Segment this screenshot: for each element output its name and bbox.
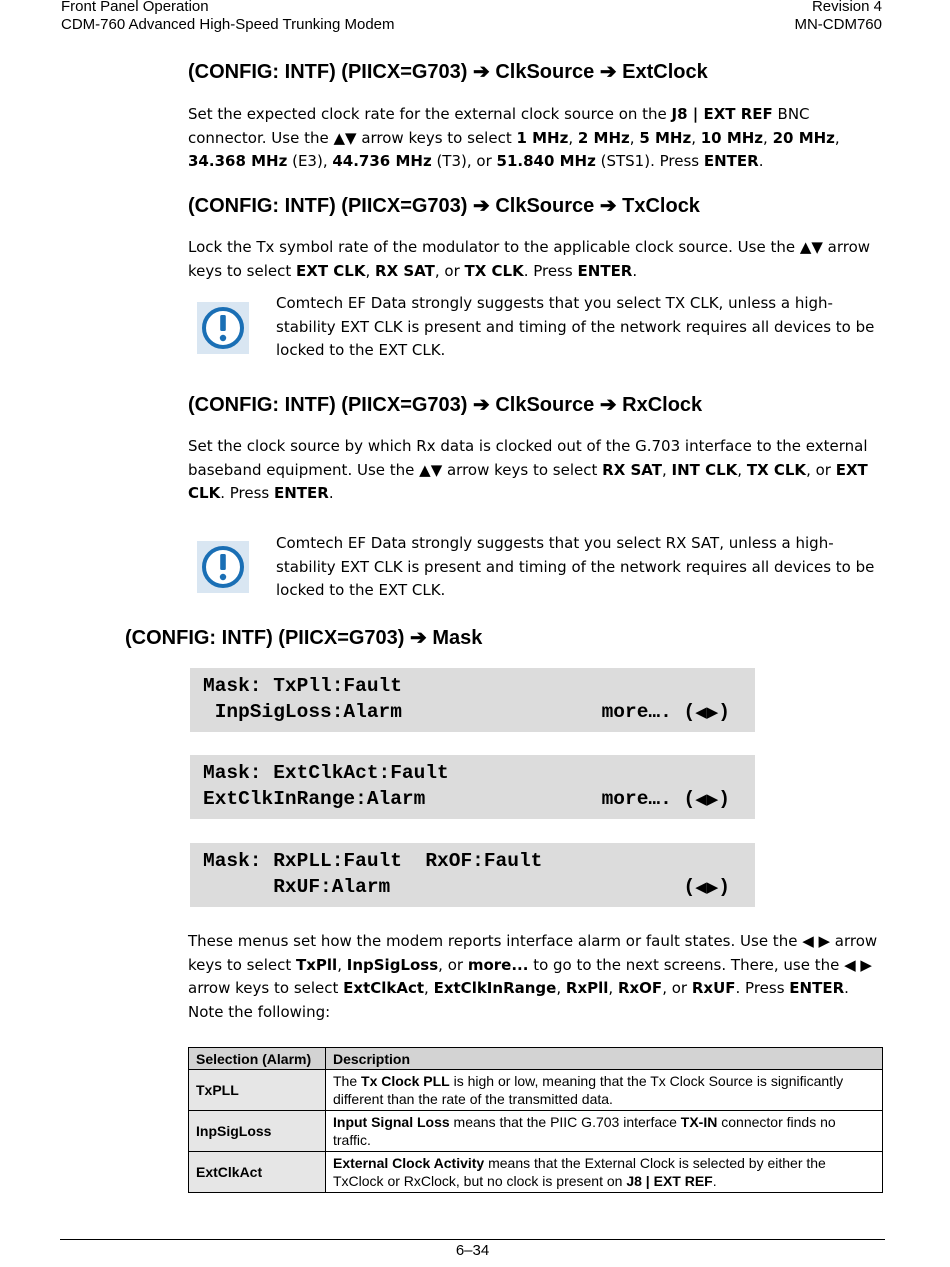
paragraph-mask: These menus set how the modem reports interface alarm or fault states. Use the ◀ ▶ arrow keys to select TxPll, InpSigLoss, or more... to go to the next screens. There, use the ◀ ▶ arrow keys to select ExtClkAct, ExtClkInRange, RxPll, RxOF, or RxUF. Press ENTER. Note the following:	[188, 932, 878, 1021]
description-cell: Input Signal Loss means that the PIIC G.703 interface TX-IN connector finds no traffic.	[326, 1111, 883, 1152]
left-right-arrows-icon: ◀▶	[695, 878, 719, 896]
paragraph-extclock: Set the expected clock rate for the external clock source on the J8 | EXT REF BNC connector. Use the ▲▼ arrow keys to select 1 MHz, 2 MHz, 5 MHz, 10 MHz, 20 MHz, 34.368 MHz (E3), 44.736 MHz (T3), or 51.840 MHz (STS1). Press ENTER.	[188, 105, 840, 170]
note-rxclock: Comtech EF Data strongly suggests that you select RX SAT, unless a high-stability EXT CLK is present and timing of the network requires all devices to be locked to the EXT CLK.	[276, 534, 875, 599]
important-icon	[197, 302, 249, 354]
lcd-line: Mask: ExtClkAct:Fault	[203, 762, 449, 784]
lcd-line: Mask: TxPll:Fault	[203, 675, 402, 697]
table-row	[189, 1070, 883, 1111]
left-right-arrows-icon: ◀▶	[695, 790, 719, 808]
important-icon	[197, 541, 249, 593]
lcd-line: Mask: RxPLL:Fault RxOF:Fault	[203, 850, 543, 872]
column-header-selection: Selection (Alarm)	[189, 1048, 326, 1070]
header-product-name: CDM-760 Advanced High-Speed Trunking Modem	[61, 16, 395, 33]
page-number: 6–34	[455, 1242, 490, 1259]
selection-cell: ExtClkAct	[189, 1152, 326, 1193]
lcd-more-indicator: more…. (◀▶)	[601, 788, 730, 810]
left-right-arrows-icon: ◀▶	[695, 703, 719, 721]
lcd-more-indicator: (◀▶)	[683, 876, 730, 898]
selection-cell: InpSigLoss	[189, 1111, 326, 1152]
footer-divider	[60, 1239, 885, 1240]
lcd-more-indicator: more…. (◀▶)	[601, 701, 730, 723]
header-revision: Revision 4	[811, 0, 882, 15]
lcd-line: RxUF:Alarm	[203, 876, 391, 898]
column-header-description: Description	[326, 1048, 883, 1070]
lcd-line: InpSigLoss:Alarm	[203, 701, 402, 723]
header-section-title: Front Panel Operation	[61, 0, 209, 15]
heading-rxclock: (CONFIG: INTF) (PIICX=G703) ➔ ClkSource ➔ RxClock	[188, 394, 703, 416]
lcd-screen-mask-3	[190, 843, 755, 907]
page-header-left	[61, 0, 395, 34]
heading-txclock: (CONFIG: INTF) (PIICX=G703) ➔ ClkSource ➔ TxClock	[188, 195, 700, 217]
heading-mask: (CONFIG: INTF) (PIICX=G703) ➔ Mask	[125, 627, 483, 649]
table-header-row	[189, 1048, 883, 1070]
alarm-selection-table	[188, 1047, 883, 1193]
lcd-screen-mask-2	[190, 755, 755, 819]
table-row	[189, 1111, 883, 1152]
paragraph-rxclock: Set the clock source by which Rx data is clocked out of the G.703 interface to the external baseband equipment. Use the ▲▼ arrow keys to select RX SAT, INT CLK, TX CLK, or EXT CLK. Press ENTER.	[188, 437, 868, 502]
description-cell: External Clock Activity means that the External Clock is selected by either the TxClock or RxClock, but no clock is present on J8 | EXT REF.	[326, 1152, 883, 1193]
description-cell: The Tx Clock PLL is high or low, meaning that the Tx Clock Source is significantly different than the rate of the transmitted data.	[326, 1070, 883, 1111]
lcd-line: ExtClkInRange:Alarm	[203, 788, 426, 810]
header-manual-number: MN-CDM760	[794, 16, 882, 33]
note-txclock: Comtech EF Data strongly suggests that you select TX CLK, unless a high-stability EXT CLK is present and timing of the network requires all devices to be locked to the EXT CLK.	[276, 294, 875, 359]
page-header-right	[794, 0, 882, 34]
heading-extclock: (CONFIG: INTF) (PIICX=G703) ➔ ClkSource ➔ ExtClock	[188, 61, 708, 83]
table-row	[189, 1152, 883, 1193]
lcd-screen-mask-1	[190, 668, 755, 732]
paragraph-txclock: Lock the Tx symbol rate of the modulator to the applicable clock source. Use the ▲▼ arrow keys to select EXT CLK, RX SAT, or TX CLK. Press ENTER.	[188, 238, 871, 280]
selection-cell: TxPLL	[189, 1070, 326, 1111]
